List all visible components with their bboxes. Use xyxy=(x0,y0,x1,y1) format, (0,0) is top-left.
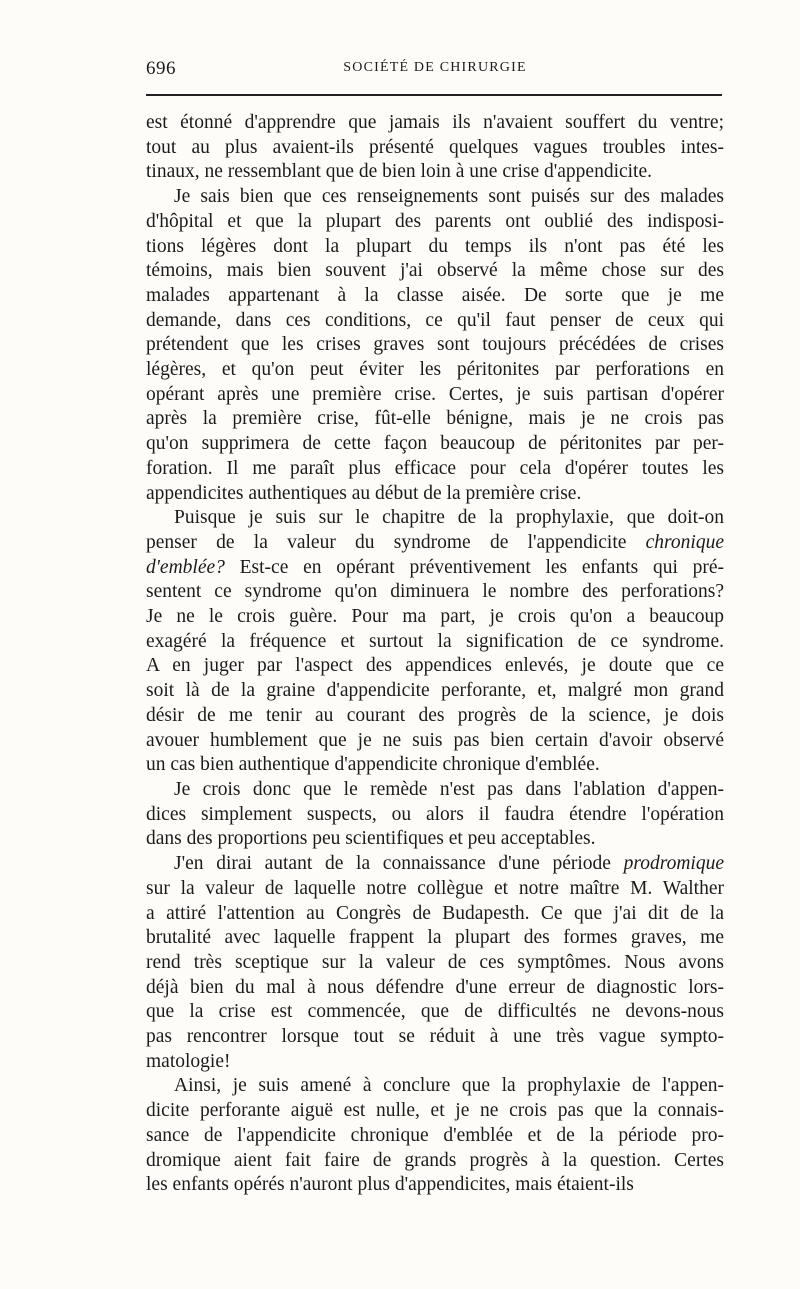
text-line: prétendent que les crises graves sont toujours précédées de crises xyxy=(146,334,724,356)
text-line: pas rencontrer lorsque tout se réduit à une très vague sympto- xyxy=(146,1026,724,1048)
text-line: tinaux, ne ressemblant que de bien loin à une crise d'appendicite. xyxy=(146,161,653,183)
text-line: est étonné d'apprendre que jamais ils n'avaient souffert du ventre; xyxy=(146,112,724,133)
text-line: foration. Il me paraît plus efficace pour cela d'opérer toutes les xyxy=(146,457,724,479)
running-title: SOCIÉTÉ DE CHIRURGIE xyxy=(343,60,527,75)
text-line: opérant après une première crise. Certes, je suis partisan d'opérer xyxy=(146,383,724,405)
paragraph xyxy=(146,852,724,1074)
header-rule xyxy=(146,94,722,96)
paragraph xyxy=(146,185,724,506)
text-line: appendicites authentiques au début de la première crise. xyxy=(146,482,582,504)
text-line: a attiré l'attention au Congrès de Budapesth. Ce que j'ai dit de la xyxy=(146,902,724,924)
text-line: sur la valeur de laquelle notre collègue et notre maître M. Walther xyxy=(146,877,724,899)
text-line: Ainsi, je suis amené à conclure que la prophylaxie de l'appen- xyxy=(174,1075,724,1097)
text-line: d'hôpital et que la plupart des parents ont oublié des indisposi- xyxy=(146,210,724,232)
text-line: Je ne le crois guère. Pour ma part, je crois qu'on a beaucoup xyxy=(146,606,724,628)
text-line: Puisque je suis sur le chapitre de la prophylaxie, que doit-on xyxy=(174,507,724,529)
text-line: matologie! xyxy=(146,1050,231,1072)
text-line: penser de la valeur du syndrome de l'appendicite chronique xyxy=(146,531,724,553)
text-line: dices simplement suspects, ou alors il faudra étendre l'opération xyxy=(146,803,724,825)
text-line: J'en dirai autant de la connaissance d'une période prodromique xyxy=(174,853,724,875)
text-line: soit là de la graine d'appendicite perforante, et, malgré mon grand xyxy=(146,680,724,702)
text-line: sentent ce syndrome qu'on diminuera le nombre des perforations? xyxy=(146,581,724,603)
text-line: malades appartenant à la classe aisée. De sorte que je me xyxy=(146,284,724,306)
text-line: dans des proportions peu scientifiques et peu acceptables. xyxy=(146,828,596,850)
text-line: sance de l'appendicite chronique d'emblée et de la période pro- xyxy=(146,1124,724,1146)
text-line: désir de me tenir au courant des progrès de la science, je dois xyxy=(146,704,724,726)
text-line: dicite perforante aiguë est nulle, et je ne crois pas que la connais- xyxy=(146,1100,724,1122)
text-line: Je crois donc que le remède n'est pas dans l'ablation d'appen- xyxy=(174,778,724,800)
paragraph xyxy=(146,111,724,185)
text-line: rend très sceptique sur la valeur de ces symptômes. Nous avons xyxy=(146,951,724,973)
text-line: que la crise est commencée, que de difficultés ne devons-nous xyxy=(146,1001,724,1023)
text-line: un cas bien authentique d'appendicite chronique d'emblée. xyxy=(146,754,600,776)
text-line: les enfants opérés n'auront plus d'appendicites, mais étaient-ils xyxy=(146,1174,634,1196)
paragraph xyxy=(146,1074,724,1198)
text-line: dromique aient fait faire de grands progrès à la question. Certes xyxy=(146,1149,724,1171)
text-line: tions légères dont la plupart du temps ils n'ont pas été les xyxy=(146,235,724,257)
text-line: d'emblée? Est-ce en opérant préventivement les enfants qui pré- xyxy=(146,556,724,578)
page-number: 696 xyxy=(146,58,176,79)
text-line: légères, et qu'on peut éviter les péritonites par perforations en xyxy=(146,359,724,381)
text-line: A en juger par l'aspect des appendices enlevés, je doute que ce xyxy=(146,655,724,677)
text-line: après la première crise, fût-elle bénigne, mais je ne crois pas xyxy=(146,408,724,430)
paragraph xyxy=(146,778,724,852)
text-line: qu'on supprimera de cette façon beaucoup de péritonites par per- xyxy=(146,433,724,455)
text-line: témoins, mais bien souvent j'ai observé la même chose sur des xyxy=(146,260,724,282)
text-line: Je sais bien que ces renseignements sont puisés sur des malades xyxy=(174,186,724,208)
paragraph xyxy=(146,506,724,778)
body-text xyxy=(146,111,724,1198)
text-line: brutalité avec laquelle frappent la plupart des formes graves, me xyxy=(146,927,724,949)
text-line: demande, dans ces conditions, ce qu'il faut penser de ceux qui xyxy=(146,309,724,331)
text-line: déjà bien du mal à nous défendre d'une erreur de diagnostic lors- xyxy=(146,976,724,998)
text-line: tout au plus avaient-ils présenté quelques vagues troubles intes- xyxy=(146,136,724,158)
text-line: avouer humblement que je ne suis pas bien certain d'avoir observé xyxy=(146,729,724,751)
text-line: exagéré la fréquence et surtout la signification de ce syndrome. xyxy=(146,630,724,652)
